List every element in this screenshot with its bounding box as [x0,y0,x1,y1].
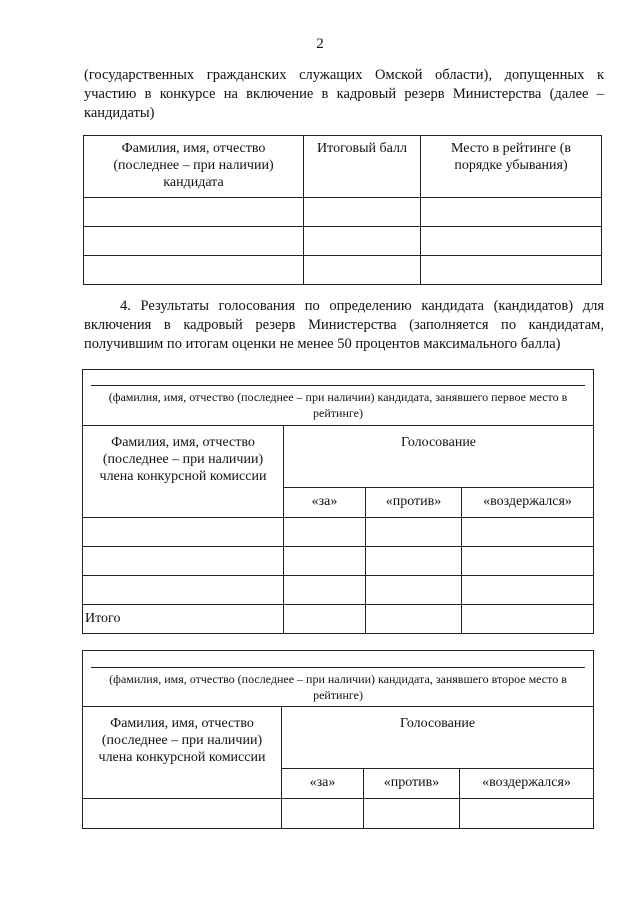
table-row [83,547,594,576]
intro-line: участию в конкурсе на включение в кадровый резерв Министерства (далее – [84,86,604,102]
table-cell[interactable] [366,518,462,547]
table-cell[interactable] [364,799,460,829]
candidate-caption: (фамилия, имя, отчество (последнее – при наличии) кандидата, занявшего первое место в рейтинге) [108,390,568,420]
header-candidate-name: Фамилия, имя, отчество (последнее – при наличии) кандидата [84,136,304,198]
table-cell[interactable] [462,518,594,547]
intro-paragraph [84,66,604,123]
table-row [83,799,594,829]
table-cell[interactable] [460,799,594,829]
header-commission-member: Фамилия, имя, отчество (последнее – при наличии) члена конкурсной комиссии [83,426,284,518]
table-cell[interactable] [304,198,421,227]
table-row [84,227,602,256]
section-4-line: 4. Результаты голосования по определению кандидата (кандидатов) для [120,298,604,314]
table-cell[interactable] [366,547,462,576]
table-row [83,576,594,605]
section-4-line: получившим по итогам оценки не менее 50 процентов максимального балла) [84,336,561,352]
header-rating-place: Место в рейтинге (в порядке убывания) [421,136,602,198]
table-row [84,198,602,227]
voting-table-second-place [82,650,594,829]
table-cell[interactable] [83,576,284,605]
header-vote-abstain: «воздержался» [462,488,594,518]
header-vote-against: «против» [366,488,462,518]
header-final-score: Итоговый балл [304,136,421,198]
table-cell[interactable] [83,518,284,547]
table-cell[interactable] [462,547,594,576]
table-cell[interactable] [282,799,364,829]
voting-table-first-place [82,369,594,634]
table-cell[interactable] [284,605,366,634]
total-row [83,605,594,634]
total-label: Итого [83,605,284,634]
header-vote-for: «за» [284,488,366,518]
table-cell[interactable] [284,576,366,605]
table-cell[interactable] [284,547,366,576]
table-cell[interactable] [304,227,421,256]
candidates-rating-table [83,135,602,285]
table-cell[interactable] [462,605,594,634]
table-cell[interactable] [84,256,304,285]
table-cell[interactable] [462,576,594,605]
table-cell[interactable] [421,198,602,227]
header-vote-abstain: «воздержался» [460,769,594,799]
intro-line: кандидаты) [84,105,155,121]
table-cell[interactable] [83,799,282,829]
table-cell[interactable] [421,256,602,285]
header-commission-member: Фамилия, имя, отчество (последнее – при наличии) члена конкурсной комиссии [83,707,282,799]
table-cell[interactable] [84,227,304,256]
intro-line: (государственных гражданских служащих Омской области), допущенных к [84,67,604,83]
table-cell[interactable] [366,576,462,605]
header-vote-for: «за» [282,769,364,799]
table-cell[interactable] [284,518,366,547]
table-cell[interactable] [366,605,462,634]
table-cell[interactable] [83,547,284,576]
table-row [84,256,602,285]
candidate-caption: (фамилия, имя, отчество (последнее – при наличии) кандидата, занявшего второе место в рейтинге) [109,672,567,702]
table-cell[interactable] [84,198,304,227]
table-cell[interactable] [304,256,421,285]
header-voting: Голосование [284,426,594,488]
header-vote-against: «против» [364,769,460,799]
page-number: 2 [316,36,324,52]
table-row [83,518,594,547]
table-cell[interactable] [421,227,602,256]
section-4-paragraph [84,297,604,354]
header-voting: Голосование [282,707,594,769]
section-4-line: включения в кадровый резерв Министерства (заполняется по кандидатам, [84,317,604,333]
